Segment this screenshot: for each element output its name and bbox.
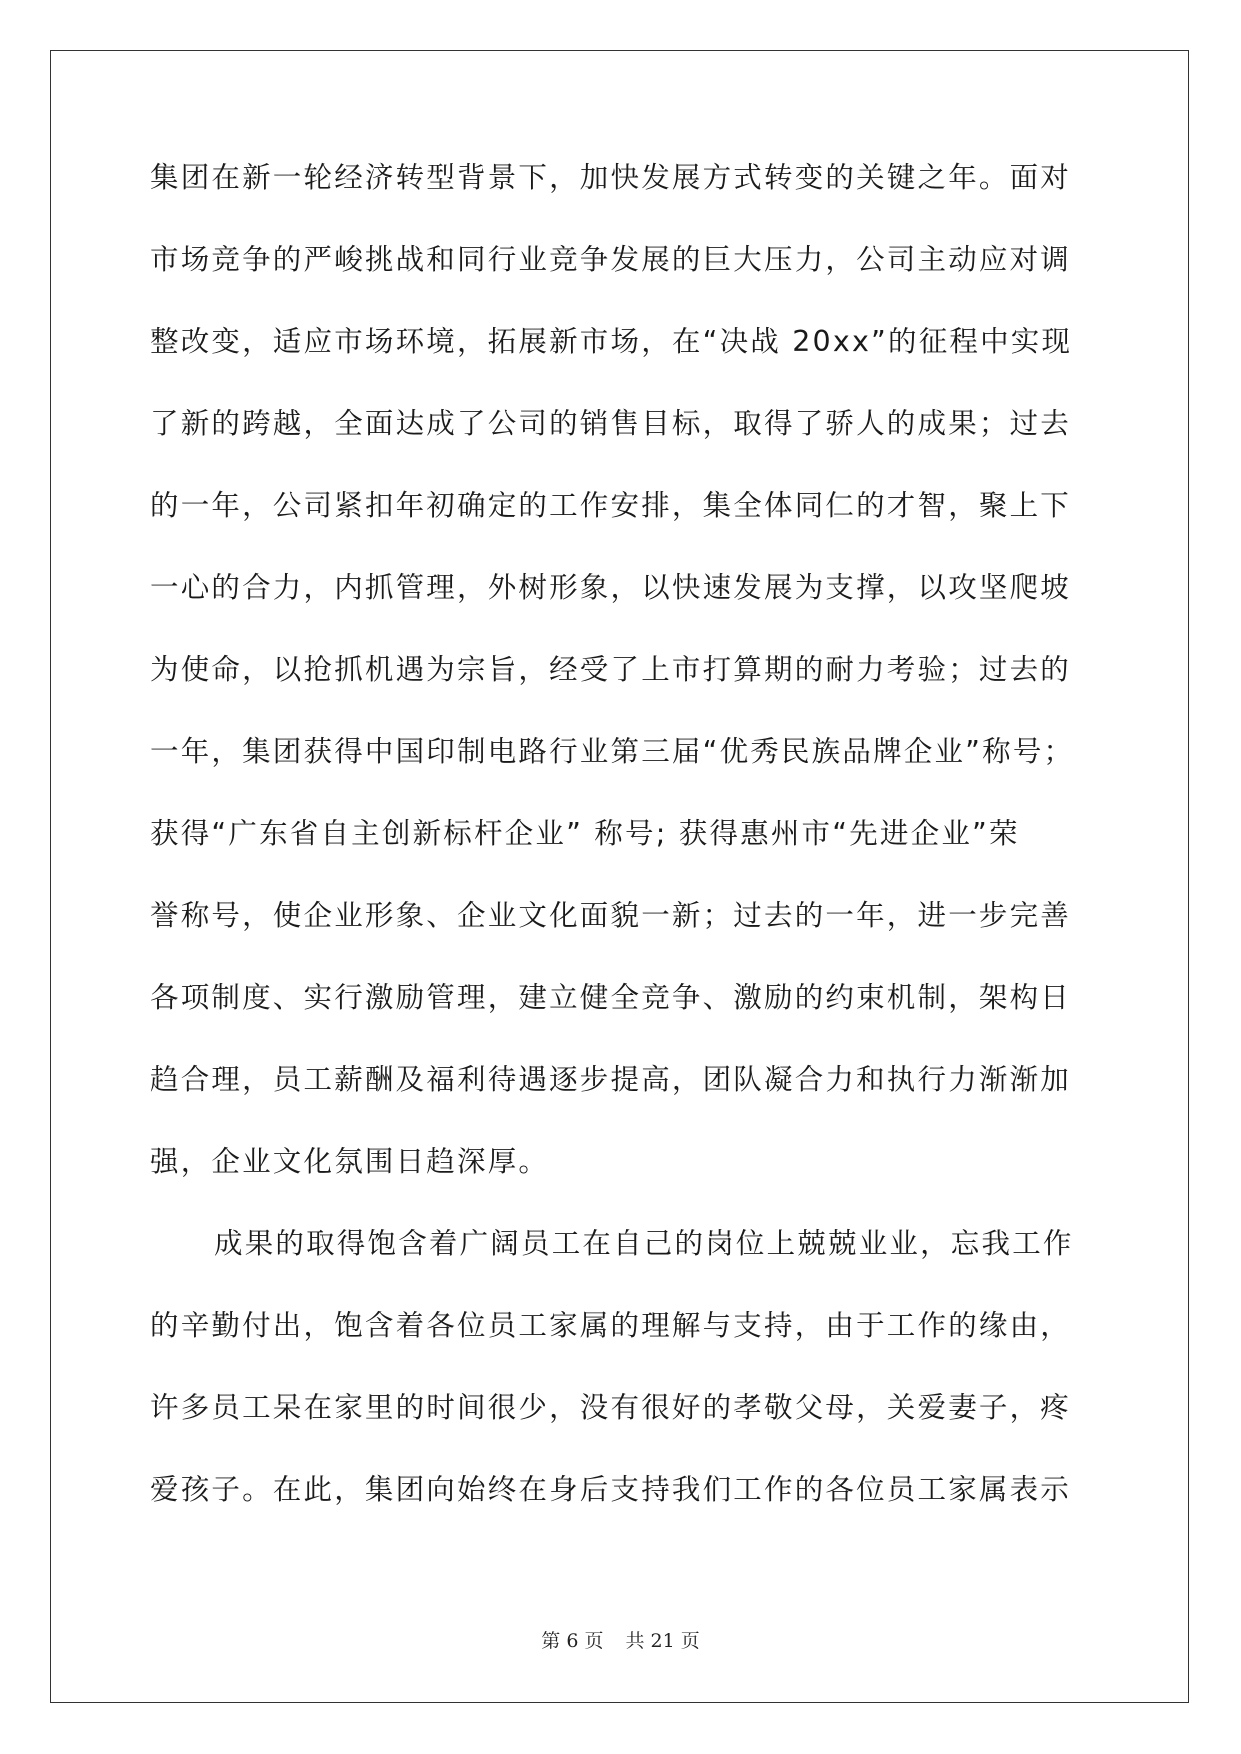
total-page-count: 共 21 页 xyxy=(625,1630,700,1652)
text-line: 趋合理，员工薪酬及福利待遇逐步提高，团队凝合力和执行力渐渐加 xyxy=(150,1063,1072,1096)
paragraph-start-line: 成果的取得饱含着广阔员工在自己的岗位上兢兢业业，忘我工作 xyxy=(214,1227,1074,1260)
page-footer xyxy=(0,1626,1241,1653)
text-line: 集团在新一轮经济转型背景下，加快发展方式转变的关键之年。面对 xyxy=(150,161,1072,194)
document-body xyxy=(150,160,1090,1554)
current-page-number: 第 6 页 xyxy=(541,1630,604,1652)
text-line: 了新的跨越，全面达成了公司的销售目标，取得了骄人的成果；过去 xyxy=(150,407,1072,440)
text-line: 誉称号，使企业形象、企业文化面貌一新；过去的一年，进一步完善 xyxy=(150,899,1072,932)
text-line: 爱孩子。在此，集团向始终在身后支持我们工作的各位员工家属表示 xyxy=(150,1473,1072,1506)
text-line: 一年，集团获得中国印制电路行业第三届“优秀民族品牌企业”称号； xyxy=(150,735,1075,768)
text-line: 各项制度、实行激励管理，建立健全竞争、激励的约束机制，架构日 xyxy=(150,981,1072,1014)
text-line: 整改变，适应市场环境，拓展新市场，在“决战 20xx”的征程中实现 xyxy=(150,325,1073,358)
text-line: 为使命，以抢抓机遇为宗旨，经受了上市打算期的耐力考验；过去的 xyxy=(150,653,1072,686)
text-line: 的一年，公司紧扣年初确定的工作安排，集全体同仁的才智，聚上下 xyxy=(150,489,1072,522)
text-line: 的辛勤付出，饱含着各位员工家属的理解与支持，由于工作的缘由， xyxy=(150,1309,1072,1342)
text-line: 获得“广东省自主创新标杆企业” 称号; 获得惠州市“先进企业”荣 xyxy=(150,817,1020,850)
text-line: 强，企业文化氛围日趋深厚。 xyxy=(150,1145,550,1178)
text-line: 一心的合力，内抓管理，外树形象，以快速发展为支撑，以攻坚爬坡 xyxy=(150,571,1072,604)
text-line: 市场竞争的严峻挑战和同行业竞争发展的巨大压力，公司主动应对调 xyxy=(150,243,1072,276)
text-line: 许多员工呆在家里的时间很少，没有很好的孝敬父母，关爱妻子，疼 xyxy=(150,1391,1072,1424)
